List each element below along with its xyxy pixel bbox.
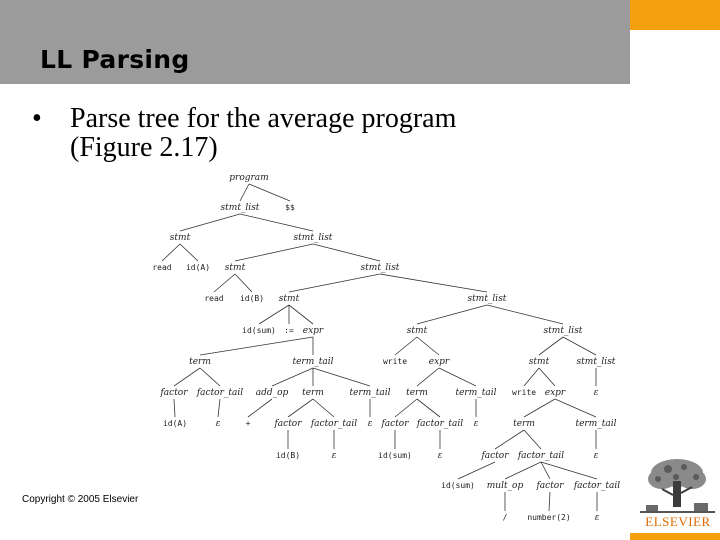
tree-node-label: id(A) xyxy=(162,419,188,428)
tree-node-label: id(A) xyxy=(185,263,211,272)
tree-node-label: stmt xyxy=(169,233,191,243)
tree-node-label: id(B) xyxy=(275,451,301,460)
tree-edge xyxy=(313,244,380,261)
tree-node-label: ε xyxy=(437,451,443,461)
tree-node-label: ε xyxy=(593,451,599,461)
tree-edge xyxy=(555,399,596,417)
tree-node-label: factor xyxy=(381,419,409,429)
tree-edge xyxy=(549,492,550,511)
tree-edge xyxy=(289,274,380,292)
tree-node-label: ε xyxy=(473,419,479,429)
tree-node-label: stmt_list xyxy=(467,294,507,304)
tree-edge xyxy=(524,430,541,449)
tree-edge xyxy=(539,368,555,386)
tree-node-label: stmt_list xyxy=(220,203,260,213)
elsevier-wordmark: ELSEVIER xyxy=(645,514,711,529)
accent-block-bottom xyxy=(630,533,720,540)
tree-edge xyxy=(439,368,476,386)
tree-node-label: stmt_list xyxy=(576,357,616,367)
tree-node-label: program xyxy=(229,173,269,183)
tree-node-label: / xyxy=(502,513,508,522)
tree-node-label: term_tail xyxy=(575,419,617,429)
tree-node-label: read xyxy=(152,263,172,272)
tree-edge xyxy=(313,368,370,386)
tree-edge xyxy=(495,430,524,449)
tree-node-label: + xyxy=(245,419,251,428)
tree-node-label: term_tail xyxy=(349,388,391,398)
tree-node-label: factor_tail xyxy=(310,419,358,429)
tree-node-label: stmt_list xyxy=(360,263,400,273)
tree-node-label: $$ xyxy=(285,203,295,212)
tree-edge xyxy=(180,244,198,261)
tree-node-label: ε xyxy=(367,419,373,429)
tree-node-label: add_op xyxy=(255,388,289,398)
tree-edge xyxy=(380,274,487,292)
tree-node-label: ε xyxy=(593,388,599,398)
tree-node-label: id(sum) xyxy=(242,326,276,335)
tree-edge xyxy=(524,399,555,417)
tree-edge xyxy=(289,305,313,324)
tree-edge xyxy=(240,214,313,231)
tree-node-label: stmt_list xyxy=(543,326,583,336)
tree-node-label: ε xyxy=(594,513,600,523)
tree-edge xyxy=(417,305,487,324)
tree-node-label: term_tail xyxy=(292,357,334,367)
tree-node-label: stmt xyxy=(528,357,550,367)
tree-edge xyxy=(417,368,439,386)
tree-node-label: id(B) xyxy=(239,294,265,303)
tree-node-label: expr xyxy=(302,326,324,336)
tree-edge xyxy=(487,305,563,324)
tree-node-label: write xyxy=(511,388,537,397)
tree-edge xyxy=(563,337,596,355)
tree-edge xyxy=(174,368,200,386)
tree-node-label: number(2) xyxy=(527,513,571,522)
tree-node-label: stmt xyxy=(406,326,428,336)
tree-node-label: factor xyxy=(274,419,302,429)
tree-edge xyxy=(524,368,539,386)
tree-edge xyxy=(162,244,180,261)
tree-edge xyxy=(200,368,220,386)
tree-node-label: term xyxy=(406,388,428,398)
slide-title: LL Parsing xyxy=(40,45,190,74)
tree-edge xyxy=(539,337,563,355)
bullet-line-1: Parse tree for the average program xyxy=(70,103,457,134)
tree-node-label: term_tail xyxy=(455,388,497,398)
tree-node-label: expr xyxy=(544,388,566,398)
tree-node-label: factor xyxy=(536,481,564,491)
tree-node-label: ε xyxy=(215,419,221,429)
tree-edge xyxy=(214,274,235,292)
tree-edge xyxy=(272,368,313,386)
tree-node-label: write xyxy=(382,357,408,366)
tree-node-label: factor_tail xyxy=(416,419,464,429)
bullet-line-2: (Figure 2.17) xyxy=(70,132,218,163)
tree-edge xyxy=(395,399,417,417)
tree-edge xyxy=(218,399,220,417)
tree-node-label: id(sum) xyxy=(441,481,475,490)
tree-edge xyxy=(417,337,439,355)
tree-node-label: stmt xyxy=(278,294,300,304)
tree-edge xyxy=(288,399,313,417)
tree-edge xyxy=(235,274,252,292)
tree-node-label: stmt xyxy=(224,263,246,273)
tree-edge xyxy=(174,399,175,417)
tree-edge xyxy=(248,399,272,417)
tree-node-label: := xyxy=(284,326,294,335)
tree-node-label: factor_tail xyxy=(196,388,244,398)
tree-node-label: factor xyxy=(481,451,509,461)
tree-edge xyxy=(200,337,313,355)
tree-edge xyxy=(240,184,249,201)
copyright-notice: Copyright © 2005 Elsevier xyxy=(22,494,139,505)
tree-node-label: factor xyxy=(160,388,188,398)
tree-edge xyxy=(541,462,597,479)
tree-node-label: mult_op xyxy=(486,481,524,491)
tree-edge xyxy=(259,305,289,324)
tree-node-label: term xyxy=(513,419,535,429)
tree-edge xyxy=(458,462,495,479)
tree-node-label: read xyxy=(204,294,224,303)
tree-node-label: id(sum) xyxy=(378,451,412,460)
tree-node-label: expr xyxy=(428,357,450,367)
tree-node-label: term xyxy=(189,357,211,367)
tree-node-label: ε xyxy=(331,451,337,461)
tree-node-label: factor_tail xyxy=(573,481,621,491)
tree-edge xyxy=(313,399,334,417)
tree-edge xyxy=(180,214,240,231)
tree-node-label: term xyxy=(302,388,324,398)
tree-edge xyxy=(505,462,541,479)
tree-edge xyxy=(395,337,417,355)
bullet-marker: • xyxy=(32,103,42,134)
tree-edge xyxy=(417,399,440,417)
tree-node-label: factor_tail xyxy=(517,451,565,461)
tree-node-label: stmt_list xyxy=(293,233,333,243)
tree-edge xyxy=(235,244,313,261)
tree-edge xyxy=(249,184,290,201)
